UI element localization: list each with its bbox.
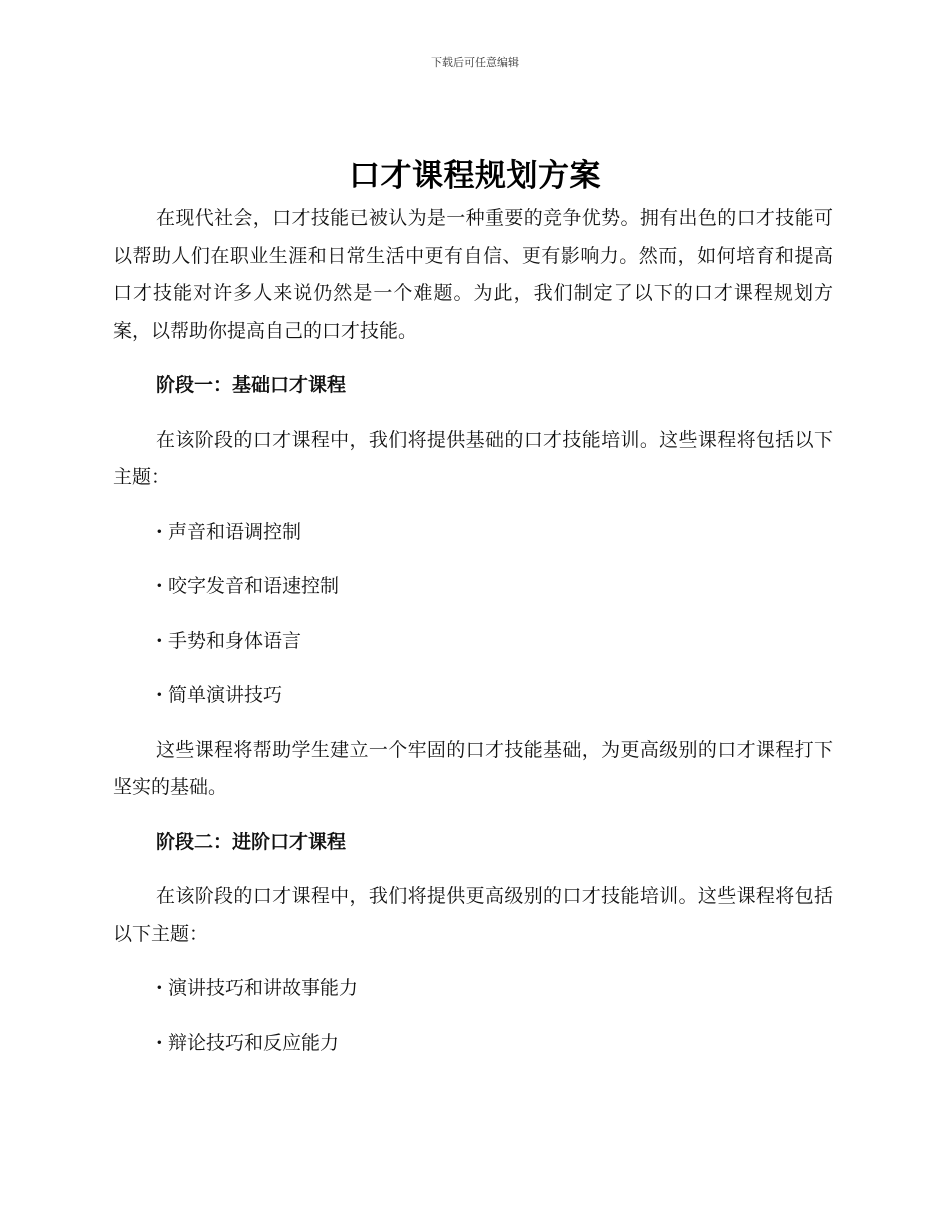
list-item-text: 简单演讲技巧 [168, 684, 283, 706]
list-item [156, 568, 833, 606]
list-item [156, 677, 833, 715]
list-item [156, 1025, 833, 1063]
list-item [156, 514, 833, 552]
list-item-text: 手势和身体语言 [168, 629, 302, 652]
bullet-dot-icon: · [156, 520, 163, 543]
header-note: 下载后可任意编辑 [431, 56, 519, 69]
bullet-dot-icon: · [156, 977, 163, 999]
document-body [113, 200, 833, 1062]
list-item-text: 声音和语调控制 [168, 520, 302, 543]
stage1-summary: 这些课程将帮助学生建立一个牢固的口才技能基础，为更高级别的口才课程打下坚实的基础。 [113, 738, 833, 798]
list-item-text: 咬字发音和语速控制 [168, 575, 340, 597]
list-item [156, 623, 833, 661]
bullet-dot-icon: · [156, 1031, 163, 1054]
list-item [156, 970, 833, 1008]
bullet-dot-icon: · [156, 684, 163, 706]
bullet-dot-icon: · [156, 629, 163, 652]
stage1-description: 在该阶段的口才课程中，我们将提供基础的口才技能培训。这些课程将包括以下主题： [113, 428, 833, 488]
document-title: 口才课程规划方案 [349, 158, 601, 194]
stage2-description: 在该阶段的口才课程中，我们将提供更高级别的口才技能培训。这些课程将包括以下主题： [113, 885, 833, 945]
list-item-text: 辩论技巧和反应能力 [168, 1031, 340, 1054]
intro-paragraph: 在现代社会，口才技能已被认为是一种重要的竞争优势。拥有出色的口才技能可以帮助人们在职业生涯和日常生活中更有自信、更有影响力。然而，如何培育和提高口才技能对许多人来说仍然是一个难题。为此，我们制定了以下的口才课程规划方案，以帮助你提高自己的口才技能。 [113, 207, 833, 342]
stage2-heading: 阶段二：进阶口才课程 [156, 830, 347, 853]
bullet-dot-icon: · [156, 575, 163, 597]
stage1-heading: 阶段一：基础口才课程 [156, 374, 347, 396]
list-item-text: 演讲技巧和讲故事能力 [168, 977, 359, 999]
